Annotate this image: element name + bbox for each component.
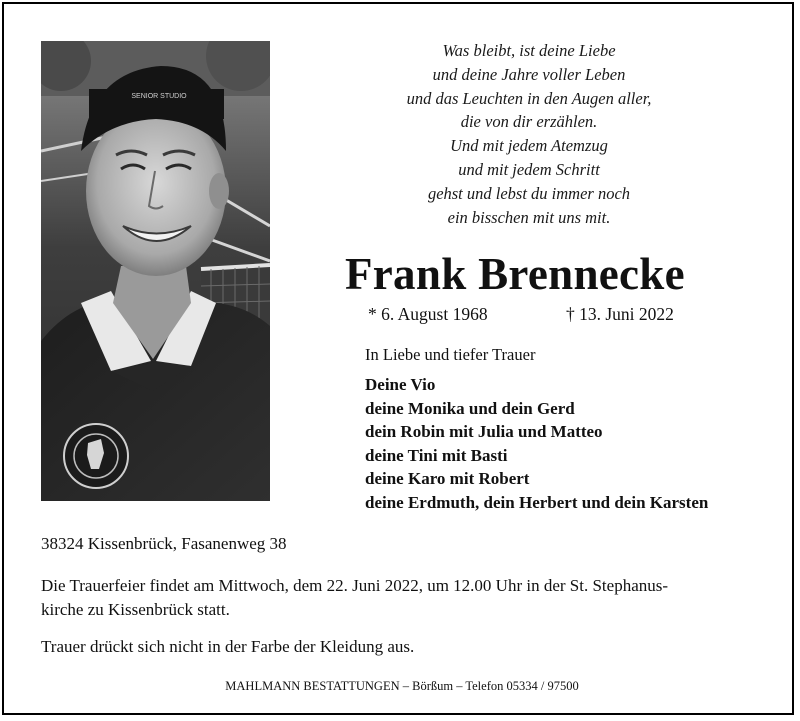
ceremony-notice <box>41 574 771 621</box>
mourner-line: deine Erdmuth, dein Herbert und dein Karsten <box>365 492 709 512</box>
mourner-line: deine Karo mit Robert <box>365 469 530 488</box>
poem-line: und deine Jahre voller Leben <box>432 64 626 84</box>
poem-line: und mit jedem Schritt <box>458 159 600 179</box>
poem-line: gehst und lebst du immer noch <box>427 183 631 203</box>
poem-line: und das Leuchten in den Augen aller, <box>406 88 652 108</box>
family-address: 38324 Kissenbrück, Fasanenweg 38 <box>41 534 287 553</box>
poem-line: Was bleibt, ist deine Liebe <box>442 41 616 60</box>
obituary-frame <box>2 2 794 715</box>
birth-date: * 6. August 1968 <box>368 304 488 324</box>
ceremony-line: kirche zu Kissenbrück statt. <box>41 599 230 619</box>
ceremony-line: Die Trauerfeier findet am Mittwoch, dem 22. Juni 2022, um 12.00 Uhr in der St. Stephanus- <box>41 576 669 595</box>
portrait-photo <box>41 41 270 501</box>
mourner-line: deine Tini mit Basti <box>365 445 508 465</box>
poem-line: ein bisschen mit uns mit. <box>447 207 611 227</box>
poem-line: Und mit jedem Atemzug <box>450 136 608 156</box>
mourner-line: dein Robin mit Julia und Matteo <box>365 422 603 441</box>
funeral-home-footer: MAHLMANN BESTATTUNGEN – Börßum – Telefon 05334 / 97500 <box>225 679 579 693</box>
dress-code-note: Trauer drückt sich nicht in der Farbe der Kleidung aus. <box>41 637 415 656</box>
mourner-line: Deine Vio <box>365 375 436 394</box>
mourners-list <box>365 373 708 514</box>
mourning-intro: In Liebe und tiefer Trauer <box>365 345 536 364</box>
mourner-line: deine Monika und dein Gerd <box>365 398 575 418</box>
death-date: † 13. Juni 2022 <box>566 304 674 324</box>
deceased-name: Frank Brennecke <box>345 249 685 299</box>
poem-line: die von dir erzählen. <box>460 112 598 132</box>
poem <box>364 39 694 229</box>
portrait-photo-image <box>41 41 270 501</box>
cap-print: SENIOR STUDIO <box>131 93 187 100</box>
